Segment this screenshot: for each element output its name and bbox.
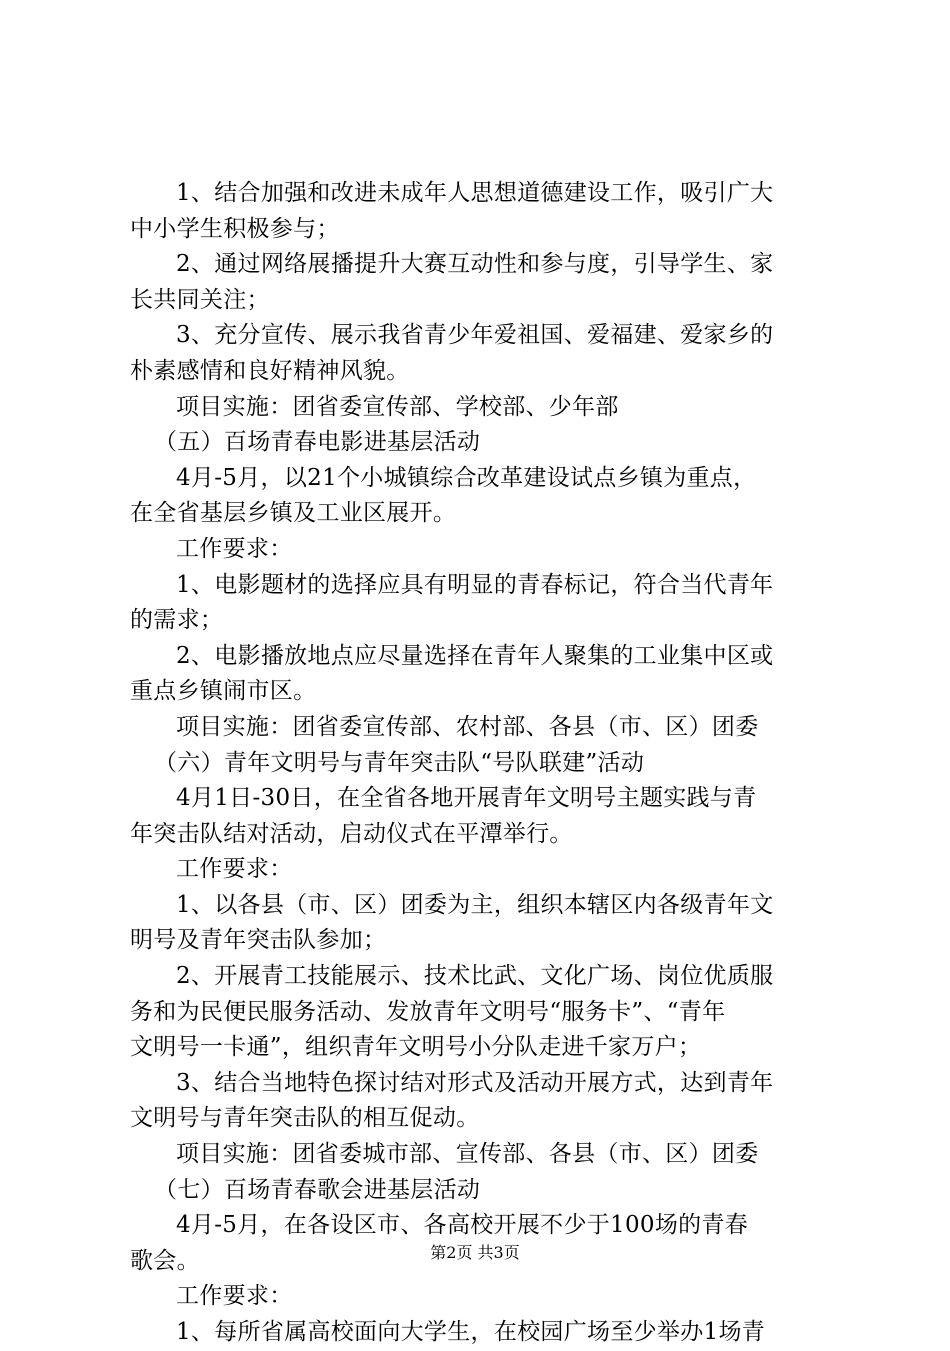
- text-line: （七）百场青春歌会进基层活动: [154, 1176, 481, 1203]
- text-line: 1、结合加强和改进未成年人思想道德建设工作，吸引广大: [176, 180, 774, 206]
- text-line: 3、结合当地特色探讨结对形式及活动开展方式，达到青年: [176, 1069, 774, 1096]
- text-line: 歌会。: [130, 1247, 200, 1274]
- text-line: 长共同关注；: [130, 286, 270, 313]
- text-line: 项目实施：团省委宣传部、农村部、各县（市、区）团委: [176, 713, 759, 740]
- text-line: 项目实施：团省委城市部、宣传部、各县（市、区）团委: [176, 1141, 759, 1168]
- text-line: 1、电影题材的选择应具有明显的青春标记，符合当代青年: [176, 571, 774, 598]
- text-line: 4月-5月，以21个小城镇综合改革建设试点乡镇为重点，: [176, 464, 757, 491]
- text-line: 重点乡镇闹市区。: [130, 678, 317, 705]
- text-line: （六）青年文明号与青年突击队“号队联建”活动: [154, 749, 645, 776]
- text-line: 年突击队结对活动，启动仪式在平潭举行。: [130, 820, 573, 847]
- document-body: [130, 176, 830, 1351]
- text-line: 文明号与青年突击队的相互促动。: [130, 1105, 480, 1132]
- text-line: 4月-5月，在各设区市、各高校开展不少于100场的青春: [176, 1212, 749, 1239]
- text-line: 工作要求：: [176, 856, 293, 883]
- text-line: 文明号一卡通”，组织青年文明号小分队走进千家万户；: [130, 1034, 702, 1061]
- text-line: 工作要求：: [176, 535, 293, 562]
- text-line: 明号及青年突击队参加；: [130, 927, 387, 954]
- text-line: （五）百场青春电影进基层活动: [154, 429, 481, 456]
- text-line: 3、充分宣传、展示我省青少年爱祖国、爱福建、爱家乡的: [176, 322, 774, 349]
- text-line: 工作要求：: [176, 1283, 293, 1310]
- text-line: 在全省基层乡镇及工业区展开。: [130, 500, 457, 527]
- text-line: 4月1日-30日，在全省各地开展青年文明号主题实践与青: [176, 785, 757, 812]
- text-line: 项目实施：团省委宣传部、学校部、少年部: [176, 393, 619, 420]
- text-line: 2、通过网络展播提升大赛互动性和参与度，引导学生、家: [176, 251, 774, 278]
- text-line: 2、开展青工技能展示、技术比武、文化广场、岗位优质服: [176, 963, 774, 990]
- text-line: 2、电影播放地点应尽量选择在青年人聚集的工业集中区或: [176, 642, 774, 669]
- text-line: 1、每所省属高校面向大学生，在校园广场至少举办1场青: [176, 1319, 766, 1345]
- page-footer: 第2页 共3页: [430, 1243, 520, 1262]
- text-line: 务和为民便民服务活动、发放青年文明号“服务卡”、“青年: [130, 998, 726, 1025]
- text-line: 1、以各县（市、区）团委为主，组织本辖区内各级青年文: [176, 891, 774, 918]
- text-line: 中小学生积极参与；: [130, 215, 340, 242]
- text-line: 的需求；: [130, 607, 224, 634]
- text-line: 朴素感情和良好精神风貌。: [130, 357, 410, 384]
